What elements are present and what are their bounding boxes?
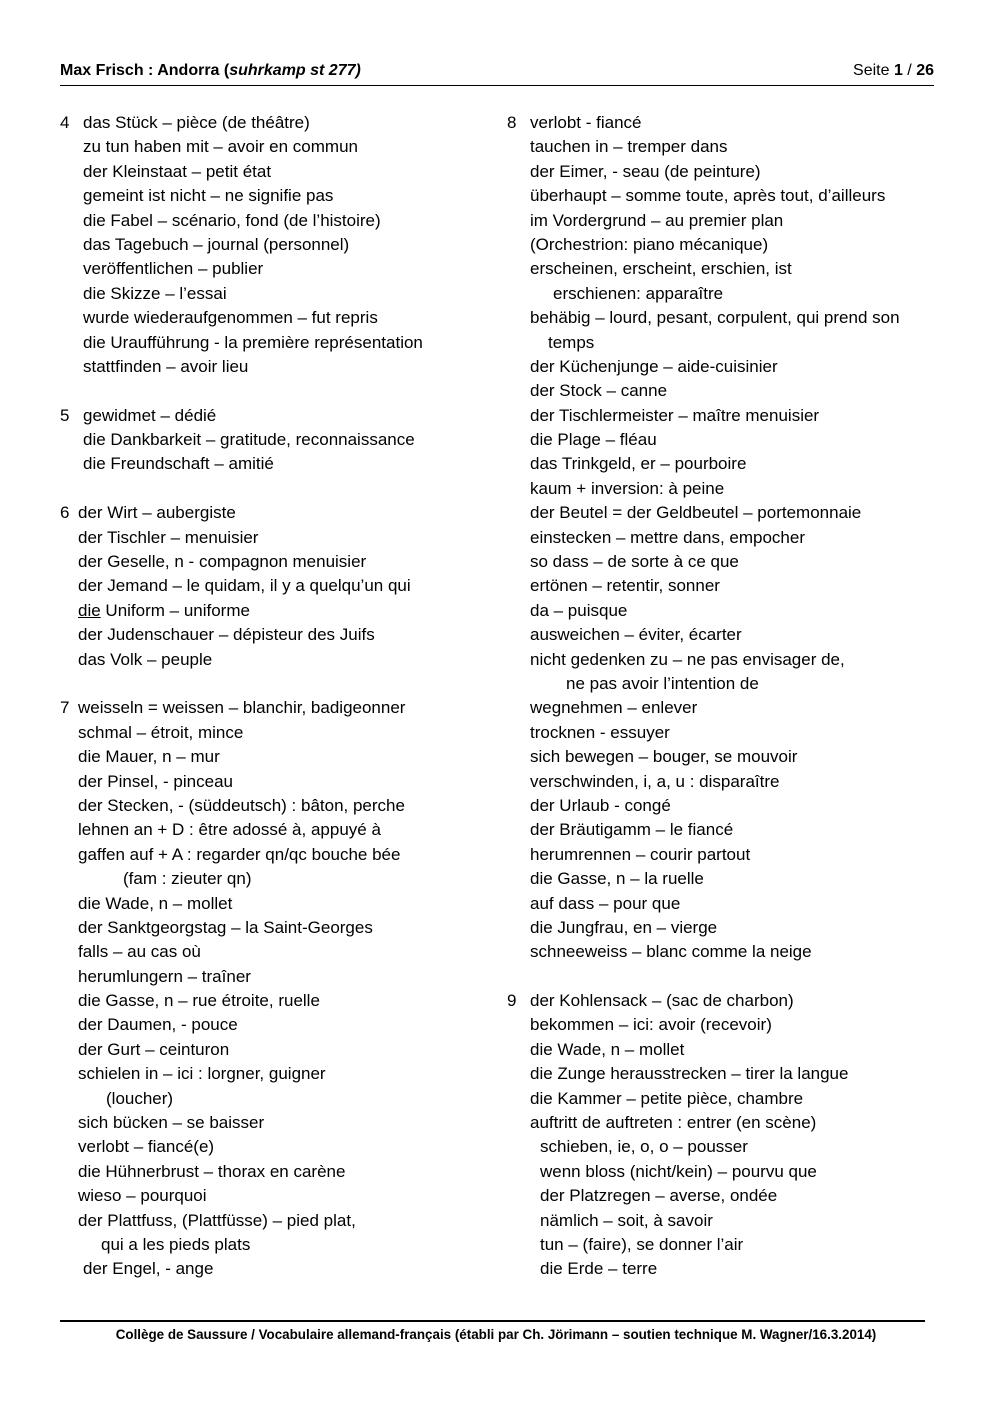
vocab-entry-text: zu tun haben mit – avoir en commun <box>83 137 358 157</box>
footer-divider <box>60 1320 925 1322</box>
vocab-entry-text: der Wirt – aubergiste <box>78 503 236 523</box>
vocab-entry <box>507 135 937 159</box>
vocab-entry <box>507 1184 937 1208</box>
vocab-entry-text: temps <box>548 332 595 352</box>
vocab-entry-text: erschienen: apparaître <box>553 283 724 303</box>
page-label: Seite <box>853 62 894 79</box>
vocab-entry <box>507 404 937 428</box>
vocab-entry <box>60 404 490 428</box>
vocab-entry-text: der Judenschauer – dépisteur des Juifs <box>78 625 375 645</box>
vocab-entry <box>60 184 490 208</box>
vocab-entry <box>507 209 937 233</box>
vocab-entry <box>60 160 490 184</box>
vocab-entry <box>60 940 490 964</box>
vocab-entry-text: gewidmet – dédié <box>83 405 217 425</box>
document-title <box>60 62 361 80</box>
vocab-entry <box>507 1135 937 1159</box>
vocab-entry-text: trocknen - essuyer <box>530 722 670 742</box>
vocab-entry <box>60 1160 490 1184</box>
vocab-entry-text: die Kammer – petite pièce, chambre <box>530 1088 804 1108</box>
vocab-entry-text: der Eimer, - seau (de peinture) <box>530 161 761 181</box>
vocab-entry <box>60 1013 490 1037</box>
vocab-entry-text: die Plage – fléau <box>530 430 657 450</box>
vocab-entry-text: schieben, ie, o, o – pousser <box>540 1137 748 1157</box>
section-spacer <box>60 672 490 696</box>
underlined-article: die <box>78 600 101 620</box>
vocab-entry-text: die Dankbarkeit – gratitude, reconnaissance <box>83 430 415 450</box>
vocab-entry <box>60 721 490 745</box>
vocab-entry-text: herumlungern – traîner <box>78 966 251 986</box>
vocab-entry <box>60 574 490 598</box>
vocab-entry-text: der Urlaub - congé <box>530 795 671 815</box>
vocab-entry-text: der Bräutigamm – le fiancé <box>530 820 734 840</box>
page-total: 26 <box>916 62 934 79</box>
vocab-entry-text: die Zunge herausstrecken – tirer la langue <box>530 1064 849 1084</box>
vocab-entry <box>60 648 490 672</box>
vocab-entry <box>60 1087 490 1111</box>
vocab-entry-text: das Tagebuch – journal (personnel) <box>83 234 350 254</box>
vocab-entry <box>60 550 490 574</box>
page-reference-number: 5 <box>60 405 70 425</box>
vocab-entry <box>60 916 490 940</box>
vocab-entry-text: im Vordergrund – au premier plan <box>530 210 784 230</box>
vocab-entry <box>507 574 937 598</box>
vocab-entry-text: lehnen an + D : être adossé à, appuyé à <box>78 820 381 840</box>
vocab-entry <box>60 623 490 647</box>
vocab-entry-text: die Fabel – scénario, fond (de l’histoire) <box>83 210 381 230</box>
vocab-entry <box>507 428 937 452</box>
vocab-entry <box>60 989 490 1013</box>
vocab-entry <box>60 843 490 867</box>
vocab-entry-text: wieso – pourquoi <box>78 1186 207 1206</box>
vocab-entry <box>60 233 490 257</box>
vocab-entry-text: die Uraufführung - la première représentation <box>83 332 423 352</box>
vocab-entry-text: verlobt - fiancé <box>530 113 642 132</box>
vocab-entry-text: der Kohlensack – (sac de charbon) <box>530 991 794 1011</box>
vocab-entry-text: der Stecken, - (süddeutsch) : bâton, perche <box>78 795 405 815</box>
page-footer: Collège de Saussure / Vocabulaire allemand-français (établi par Ch. Jörimann – soutien technique M. Wagner/16.3.2014) <box>115 1327 877 1342</box>
vocab-entry <box>507 160 937 184</box>
title-edition: suhrkamp st 277) <box>229 62 361 79</box>
vocab-entry-text: tauchen in – tremper dans <box>530 137 728 157</box>
vocab-entry <box>60 331 490 355</box>
section-spacer <box>60 379 490 403</box>
vocab-entry <box>60 1038 490 1062</box>
vocab-entry-text: die Hühnerbrust – thorax en carène <box>78 1161 346 1181</box>
page-reference-number: 7 <box>60 698 70 718</box>
vocab-entry-text: wenn bloss (nicht/kein) – pourvu que <box>540 1161 817 1181</box>
vocab-entry-text: der Beutel = der Geldbeutel – portemonnaie <box>530 503 862 523</box>
vocab-entry <box>507 843 937 867</box>
vocab-entry-text: ertönen – retentir, sonner <box>530 576 720 596</box>
vocab-entry-text: die Wade, n – mollet <box>530 1039 685 1059</box>
vocab-entry <box>507 623 937 647</box>
vocab-entry-rest: Uniform – uniforme <box>100 600 250 620</box>
vocab-entry-text: das Volk – peuple <box>78 649 213 669</box>
vocab-entry-text: der Platzregen – averse, ondée <box>540 1186 778 1206</box>
page-current: 1 <box>893 62 903 79</box>
vocab-entry-text: der Geselle, n - compagnon menuisier <box>78 552 367 572</box>
vocab-entry <box>60 257 490 281</box>
vocab-entry-text: veröffentlichen – publier <box>83 259 264 279</box>
vocab-entry-text: schneeweiss – blanc comme la neige <box>530 942 812 962</box>
vocab-entry-text: der Kleinstaat – petit état <box>83 161 272 181</box>
vocab-entry-text: der Jemand – le quidam, il y a quelqu’un qui <box>78 576 411 596</box>
vocab-entry <box>507 599 937 623</box>
vocab-entry <box>507 696 937 720</box>
vocab-entry-text: tun – (faire), se donner l’air <box>540 1234 744 1254</box>
vocab-entry-text: verschwinden, i, a, u : disparaître <box>530 771 780 791</box>
vocab-entry <box>507 721 937 745</box>
vocab-entry <box>507 501 937 525</box>
vocab-entry-text: verlobt – fiancé(e) <box>78 1137 215 1157</box>
vocab-entry <box>60 965 490 989</box>
vocab-entry <box>60 867 490 891</box>
vocab-entry <box>507 1160 937 1184</box>
vocab-entry <box>60 770 490 794</box>
title-text: Max Frisch : Andorra ( <box>60 62 230 79</box>
vocab-entry <box>60 282 490 306</box>
vocab-entry <box>507 672 937 696</box>
vocab-entry <box>507 916 937 940</box>
vocab-entry-text: wurde wiederaufgenommen – fut repris <box>83 308 378 328</box>
vocab-entry-text: das Stück – pièce (de théâtre) <box>83 113 310 132</box>
vocab-entry-text: (loucher) <box>106 1088 174 1108</box>
vocab-entry-text: der Tischlermeister – maître menuisier <box>530 405 820 425</box>
vocab-entry-text: schielen in – ici : lorgner, guigner <box>78 1064 326 1084</box>
vocab-entry <box>507 184 937 208</box>
vocab-entry-text: auf dass – pour que <box>530 893 681 913</box>
vocab-entry-text: überhaupt – somme toute, après tout, d’ailleurs <box>530 186 886 206</box>
vocab-entry <box>60 428 490 452</box>
vocab-entry <box>60 1111 490 1135</box>
vocab-entry <box>60 135 490 159</box>
vocab-entry <box>507 1013 937 1037</box>
page-separator: / <box>902 62 917 79</box>
vocab-entry-text: qui a les pieds plats <box>101 1234 251 1254</box>
vocab-entry-text: das Trinkgeld, er – pourboire <box>530 454 747 474</box>
vocab-entry-text: der Sanktgeorgstag – la Saint-Georges <box>78 917 373 937</box>
vocab-entry-text: (Orchestrion: piano mécanique) <box>530 234 769 254</box>
vocab-entry-text: bekommen – ici: avoir (recevoir) <box>530 1015 772 1035</box>
vocab-entry <box>60 501 490 525</box>
page-reference-number: 8 <box>507 113 517 132</box>
vocab-entry <box>507 331 937 355</box>
vocab-entry <box>60 1233 490 1257</box>
vocab-entry <box>507 770 937 794</box>
vocab-entry <box>507 1038 937 1062</box>
vocab-entry <box>507 257 937 281</box>
vocab-entry <box>60 209 490 233</box>
vocab-entry-text: die Mauer, n – mur <box>78 747 220 767</box>
vocab-entry-text: die Skizze – l’essai <box>83 283 227 303</box>
section-spacer <box>60 477 490 501</box>
vocab-entry-text: die Erde – terre <box>540 1259 658 1279</box>
vocab-entry-text: ausweichen – éviter, écarter <box>530 625 742 645</box>
vocab-entry-text: nicht gedenken zu – ne pas envisager de, <box>530 649 845 669</box>
vocab-entry-text: die Jungfrau, en – vierge <box>530 917 718 937</box>
vocab-entry <box>60 1209 490 1233</box>
vocab-entry <box>60 696 490 720</box>
vocab-entry-text: wegnehmen – enlever <box>530 698 698 718</box>
vocab-entry-text: so dass – de sorte à ce que <box>530 552 739 572</box>
vocab-entry-text: kaum + inversion: à peine <box>530 478 725 498</box>
vocab-entry <box>60 452 490 476</box>
vocab-entry-text <box>78 599 250 623</box>
vocab-entry-text: sich bewegen – bouger, se mouvoir <box>530 747 798 767</box>
vocab-entry-text: schmal – étroit, mince <box>78 722 244 742</box>
vocab-entry <box>60 111 490 135</box>
vocab-entry-text: der Pinsel, - pinceau <box>78 771 233 791</box>
vocab-entry-text: der Daumen, - pouce <box>78 1015 238 1035</box>
vocab-entry-text: nämlich – soit, à savoir <box>540 1210 713 1230</box>
vocab-entry <box>507 867 937 891</box>
vocab-entry-text: die Wade, n – mollet <box>78 893 233 913</box>
vocab-entry <box>507 452 937 476</box>
page-number <box>853 62 934 80</box>
vocab-entry <box>60 1062 490 1086</box>
vocab-entry <box>507 745 937 769</box>
vocab-entry-text: auftritt de auftreten : entrer (en scène) <box>530 1113 817 1133</box>
vocab-entry <box>60 892 490 916</box>
vocab-entry-text: die Gasse, n – rue étroite, ruelle <box>78 991 320 1011</box>
vocab-entry-text: gaffen auf + A : regarder qn/qc bouche bée <box>78 844 401 864</box>
vocab-entry <box>60 355 490 379</box>
vocab-entry <box>507 477 937 501</box>
vocab-entry <box>507 550 937 574</box>
vocab-entry <box>60 1257 490 1281</box>
vocab-entry <box>507 648 937 672</box>
vocab-entry <box>507 233 937 257</box>
vocabulary-column-right <box>507 111 937 1282</box>
page-reference-number: 4 <box>60 113 70 132</box>
vocab-entry <box>507 1257 937 1281</box>
section-spacer <box>507 965 937 989</box>
vocab-entry <box>507 794 937 818</box>
vocab-entry-text: da – puisque <box>530 600 628 620</box>
vocab-entry-text: herumrennen – courir partout <box>530 844 751 864</box>
vocab-entry <box>507 111 937 135</box>
vocab-entry-text: die Gasse, n – la ruelle <box>530 869 704 889</box>
vocab-entry <box>507 282 937 306</box>
vocab-entry <box>507 989 937 1013</box>
vocab-entry <box>60 1184 490 1208</box>
vocabulary-column-left <box>60 111 490 1282</box>
vocab-entry-text: erscheinen, erscheint, erschien, ist <box>530 259 792 279</box>
vocab-entry-text: falls – au cas où <box>78 942 201 962</box>
vocab-entry <box>60 1135 490 1159</box>
vocab-entry <box>507 355 937 379</box>
vocab-entry-text: gemeint ist nicht – ne signifie pas <box>83 186 334 206</box>
vocab-entry-text: der Küchenjunge – aide-cuisinier <box>530 356 778 376</box>
vocab-entry <box>507 1209 937 1233</box>
vocab-entry <box>60 599 490 623</box>
vocab-entry-text: der Plattfuss, (Plattfüsse) – pied plat, <box>78 1210 356 1230</box>
vocab-entry <box>507 1111 937 1135</box>
vocab-entry <box>507 940 937 964</box>
page-reference-number: 9 <box>507 991 517 1011</box>
vocab-entry-text: einstecken – mettre dans, empocher <box>530 527 805 547</box>
vocab-entry-text: sich bücken – se baisser <box>78 1113 265 1133</box>
vocab-entry-text: ne pas avoir l’intention de <box>566 673 759 693</box>
vocab-entry <box>507 379 937 403</box>
vocab-entry-text: (fam : zieuter qn) <box>123 869 252 889</box>
vocab-entry <box>60 526 490 550</box>
vocab-entry-text: behäbig – lourd, pesant, corpulent, qui prend son <box>530 308 900 328</box>
vocab-entry <box>60 794 490 818</box>
vocab-entry <box>60 745 490 769</box>
vocab-entry <box>507 306 937 330</box>
vocab-entry-text: der Gurt – ceinturon <box>78 1039 230 1059</box>
vocab-entry <box>60 306 490 330</box>
page-reference-number: 6 <box>60 503 70 523</box>
vocab-entry <box>507 892 937 916</box>
vocab-entry-text: der Tischler – menuisier <box>78 527 259 547</box>
page-header <box>60 60 934 86</box>
vocab-entry-text: weisseln = weissen – blanchir, badigeonner <box>78 698 406 718</box>
vocab-entry-text: die Freundschaft – amitié <box>83 454 274 474</box>
vocab-entry <box>507 1233 937 1257</box>
vocab-entry <box>507 818 937 842</box>
vocab-entry <box>507 526 937 550</box>
vocab-entry-text: stattfinden – avoir lieu <box>83 356 249 376</box>
vocab-entry <box>507 1087 937 1111</box>
vocab-entry-text: der Engel, - ange <box>83 1259 214 1279</box>
vocab-entry <box>60 818 490 842</box>
vocab-entry-text: der Stock – canne <box>530 381 668 401</box>
vocab-entry <box>507 1062 937 1086</box>
